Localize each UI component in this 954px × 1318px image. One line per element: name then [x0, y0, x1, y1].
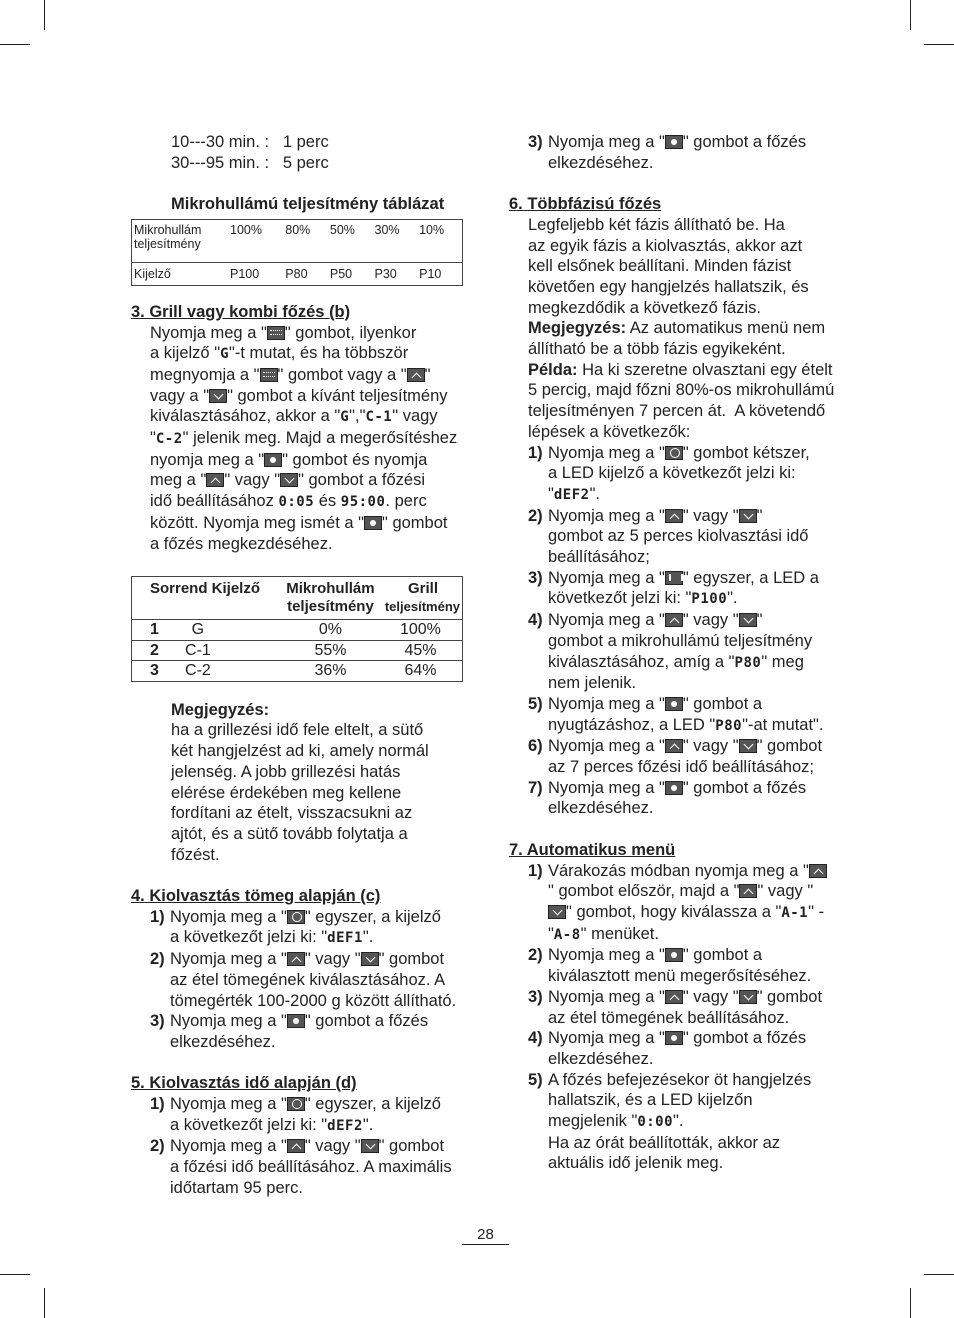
up-arrow-icon	[665, 613, 683, 627]
down-arrow-icon	[739, 613, 757, 627]
table-label: Kijelző	[132, 262, 229, 285]
up-arrow-icon	[287, 1139, 305, 1153]
down-arrow-icon	[209, 389, 227, 403]
crop-mark	[0, 44, 30, 45]
section-heading: 7. Automatikus menü	[509, 840, 676, 859]
list-item: 3) Nyomja meg a " " egyszer, a LED a következőt jelzi ki: "P100".	[528, 568, 819, 608]
list-item: 1) Nyomja meg a " " egyszer, a kijelző a következőt jelzi ki: "dEF2".	[150, 1095, 441, 1134]
list-item: 3) Nyomja meg a " " gombot a főzés elkezdéséhez.	[528, 133, 807, 172]
start-button-icon	[665, 135, 683, 149]
list-item: 7) Nyomja meg a " " gombot a főzés elkezdéséhez.	[528, 778, 807, 818]
table-cell: 10%	[419, 222, 445, 237]
table-header: Sorrend Kijelző	[132, 577, 283, 620]
crop-mark	[910, 1288, 911, 1318]
table-label: teljesítmény	[134, 236, 201, 251]
crop-mark	[44, 0, 45, 30]
section-heading: 5. Kiolvasztás idő alapján (d)	[131, 1074, 357, 1093]
note-block: Megjegyzés: ha a grillezési idő fele eltelt, a sütő két hangjelzést ad ki, amely normál jelenség. A jobb grillezési hatás elérése érdekében meg kellene fordítani az ételt, visszacsukni az ajtót, és a sütő tovább folytatja a főzést.	[171, 700, 466, 866]
section-body: Legfeljebb két fázis állítható be. Ha az egyik fázis a kiolvasztás, akkor azt kell elsőnek beállítani. Minden fázist követően egy hangjelzés hallatszik, és megkezdődik a következő fázis. Megjegyzés: Az automatikus menü nem állítható be a több fázis egyikeként. Példa: Ha ki szeretne olvasztani egy ételt 5 percig, majd főzni 80%-os mikrohullámú teljesítményen 7 percen át. A követendő lépések a következők:	[528, 215, 835, 441]
list-item: 1) Várakozás módban nyomja meg a " " gombot először, majd a " " vagy " " gombot, hogy kiválassza a "A-1" - "A-8" menüket.	[509, 861, 849, 946]
page-number: 28	[462, 1226, 509, 1245]
table-cell: P100	[228, 262, 283, 285]
start-button-icon	[364, 516, 382, 530]
down-arrow-icon	[739, 509, 757, 523]
section-heading: 4. Kiolvasztás tömeg alapján (c)	[131, 887, 381, 906]
up-arrow-icon	[665, 990, 683, 1004]
table-cell: P30	[373, 262, 418, 285]
table-row: 3 C-2 36% 64%	[132, 661, 463, 682]
table-row: 2 C-1 55% 45%	[132, 640, 463, 661]
table-header: Grill teljesítmény	[379, 577, 463, 620]
down-arrow-icon	[280, 473, 298, 487]
list-item: 6) Nyomja meg a " " vagy " " gombot az 7 perces főzési idő beállításához;	[528, 737, 823, 777]
list-item: 2) Nyomja meg a " " vagy " " gombot az étel tömegének kiválasztásához. A tömegérték 100-2000 g között állítható.	[150, 950, 457, 1010]
down-arrow-icon	[739, 739, 757, 753]
crop-mark	[44, 1288, 45, 1318]
section-body: Nyomja meg a " " gombot, ilyenkor a kijelző "G"-t mutat, és ha többször megnyomja a " " gombot vagy a " " vagy a " " gombot a kívánt teljesítmény kiválasztásához, akkor a "G","C-1" vagy "C-2" jelenik meg. Majd a megerősítéshez nyomja meg a " " gombot és nyomja meg a " " vagy " " gombot a főzési idő beállításához 0:05 és 95:00. perc között. Nyomja meg ismét a " " gombot a főzés megkezdéséhez.	[150, 323, 458, 553]
start-button-icon	[287, 1014, 305, 1028]
list-item: 1) Nyomja meg a " " gombot kétszer, a LED kijelző a következőt jelzi ki: "dEF2".	[528, 443, 810, 503]
table-cell: P50	[328, 262, 373, 285]
list-item: 3) Nyomja meg a " " vagy " " gombot az étel tömegének beállításához.	[528, 987, 823, 1027]
up-arrow-icon	[809, 864, 827, 878]
list-item: 1) Nyomja meg a " " egyszer, a kijelző a következőt jelzi ki: "dEF1".	[150, 907, 441, 947]
grill-combi-table	[131, 576, 463, 682]
list-item: 5) Nyomja meg a " " gombot a nyugtázáshoz, a LED "P80"-at mutat".	[528, 694, 824, 734]
up-arrow-icon	[287, 952, 305, 966]
list-item: 4) Nyomja meg a " " vagy " " gombot a mikrohullámú teljesítmény kiválasztásához, amíg a "P80" meg nem jelenik.	[528, 611, 813, 693]
up-arrow-icon	[206, 473, 224, 487]
crop-mark	[0, 1274, 30, 1275]
table-cell: 50%	[329, 222, 355, 237]
down-arrow-icon	[548, 905, 566, 919]
start-button-icon	[665, 781, 683, 795]
down-arrow-icon	[361, 952, 379, 966]
section-heading: 6. Többfázisú főzés	[509, 195, 662, 214]
right-column	[509, 132, 849, 1174]
defrost-time-button-icon	[287, 1097, 305, 1111]
table-cell: 30%	[374, 222, 400, 237]
grill-button-icon	[260, 368, 278, 382]
table-cell: P10	[417, 262, 462, 285]
list-item: 3) Nyomja meg a " " gombot a főzés elkezdéséhez.	[150, 1012, 429, 1051]
grill-button-icon	[267, 326, 285, 340]
lcd-text: G	[220, 346, 229, 363]
start-button-icon	[665, 697, 683, 711]
up-arrow-icon	[665, 739, 683, 753]
left-column	[131, 132, 466, 1199]
list-item: 2) Nyomja meg a " " vagy " " gombot az 5 perces kiolvasztási idő beállításához;	[528, 506, 809, 567]
list-item: 2) Nyomja meg a " " gombot a kiválasztott menü megerősítéséhez.	[528, 946, 812, 986]
start-button-icon	[665, 948, 683, 962]
crop-mark	[910, 0, 911, 30]
crop-mark	[924, 44, 954, 45]
crop-mark	[924, 1274, 954, 1275]
intro-line: 30---95 min. : 5 perc	[171, 153, 329, 172]
microwave-button-icon	[665, 571, 683, 585]
down-arrow-icon	[361, 1139, 379, 1153]
up-arrow-icon	[407, 368, 425, 382]
section-heading: 3. Grill vagy kombi főzés (b)	[131, 302, 351, 321]
table1-title: Mikrohullámú teljesítmény táblázat	[171, 195, 445, 214]
table-cell: P80	[283, 262, 328, 285]
start-button-icon	[665, 1031, 683, 1045]
table-label: Mikrohullám	[134, 222, 202, 237]
note-title: Megjegyzés:	[171, 700, 270, 719]
defrost-button-icon	[665, 446, 683, 460]
list-item: 2) Nyomja meg a " " vagy " " gombot a főzési idő beállításához. A maximális időtartam 95 perc.	[150, 1137, 452, 1197]
down-arrow-icon	[739, 990, 757, 1004]
intro-line: 10---30 min. : 1 perc	[171, 133, 329, 151]
table-header: Mikrohullám teljesítmény	[282, 577, 379, 620]
table-row: 1 G 0% 100%	[132, 620, 463, 641]
power-table	[131, 219, 463, 286]
defrost-weight-button-icon	[287, 910, 305, 924]
start-button-icon	[264, 453, 282, 467]
list-item: 4) Nyomja meg a " " gombot a főzés elkezdéséhez.	[528, 1029, 807, 1068]
table-cell: 100%	[230, 222, 262, 237]
up-arrow-icon	[665, 509, 683, 523]
up-arrow-icon	[739, 884, 757, 898]
list-item: 5) A főzés befejezésekor öt hangjelzés hallatszik, és a LED kijelzőn megjelenik "0:00". Ha az órát beállították, akkor az aktuális idő jelenik meg.	[528, 1070, 812, 1173]
table-cell: 80%	[285, 222, 311, 237]
